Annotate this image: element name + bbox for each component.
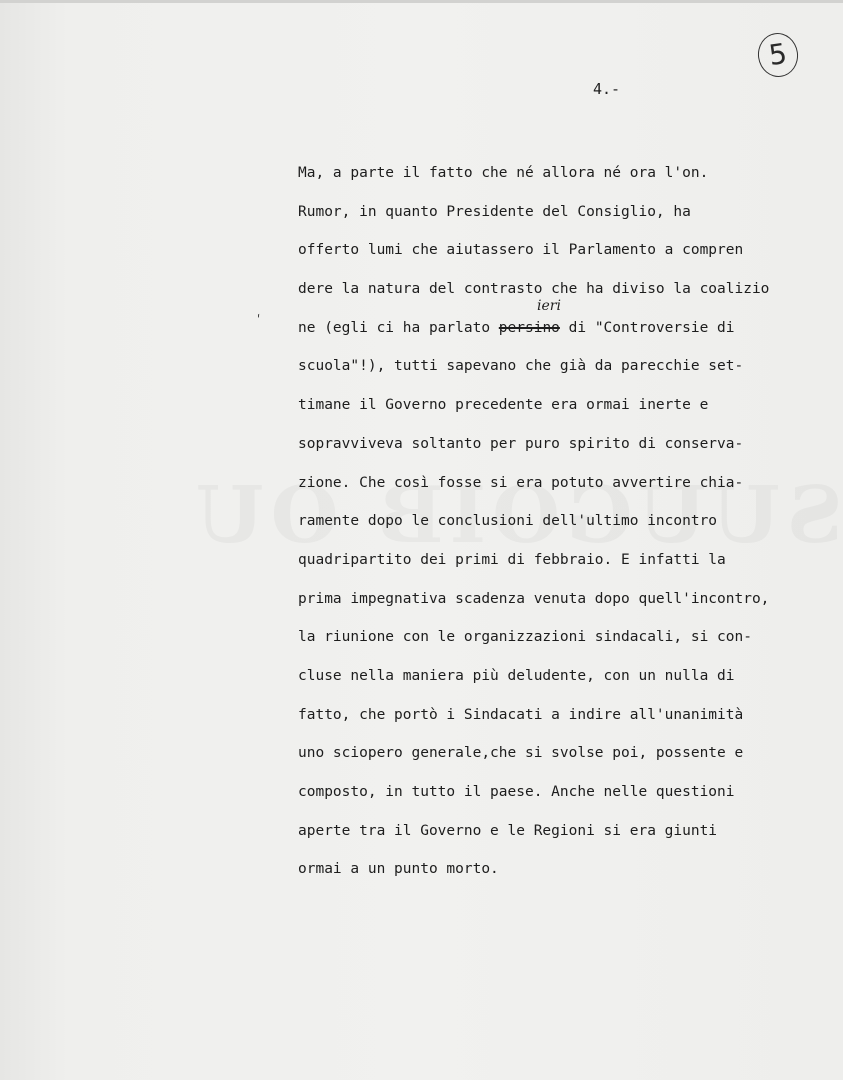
text-line-with-correction: [298, 309, 843, 348]
typewritten-body: [298, 154, 843, 889]
text-line: composto, in tutto il paese. Anche nelle questioni: [298, 784, 735, 800]
text-line: ramente dopo le conclusioni dell'ultimo incontro: [298, 513, 718, 530]
margin-tick-mark: ´: [254, 312, 269, 330]
text-line: timane il Governo precedente era ormai inerte e: [298, 397, 709, 414]
text-line: sopravviveva soltanto per puro spirito di conserva-: [298, 435, 744, 452]
text-line: prima impegnativa scadenza venuta dopo quell'incontro,: [298, 590, 770, 607]
text-line: Rumor, in quanto Presidente del Consiglio, ha: [298, 203, 691, 220]
text-segment: di "Controversie di: [559, 319, 735, 336]
text-line: aperte tra il Governo e le Regioni si era giunti: [298, 822, 718, 839]
circled-page-number: 5: [755, 30, 801, 79]
page-number: 4.-: [593, 80, 621, 98]
text-line: scuola"!), tutti sapevano che già da parecchie set-: [298, 358, 744, 375]
text-line: dere la natura del contrasto che ha diviso la coalizio: [298, 281, 770, 298]
text-line: Ma, a parte il fatto che né allora né ora l'on.: [298, 165, 709, 181]
text-line: offerto lumi che aiutassero il Parlamento a compren: [298, 242, 744, 259]
text-line: zione. Che così fosse si era potuto avvertire chia-: [298, 474, 744, 491]
text-segment: ne (egli ci ha parlato: [298, 319, 491, 336]
page-top-edge: [0, 0, 843, 3]
text-line: uno sciopero generale,che si svolse poi, possente e: [298, 745, 744, 762]
text-line: la riunione con le organizzazioni sindacali, si con-: [298, 629, 752, 646]
text-line: ormai a un punto morto.: [298, 861, 499, 878]
text-line: quadripartito dei primi di febbraio. E infatti la: [298, 551, 726, 568]
text-line: cluse nella maniera più deludente, con un nulla di: [298, 667, 735, 684]
text-line: fatto, che portò i Sindacati a indire all'unanimità: [298, 706, 744, 723]
handwritten-insert: ieri: [537, 298, 561, 314]
struck-word: persino: [498, 319, 560, 336]
